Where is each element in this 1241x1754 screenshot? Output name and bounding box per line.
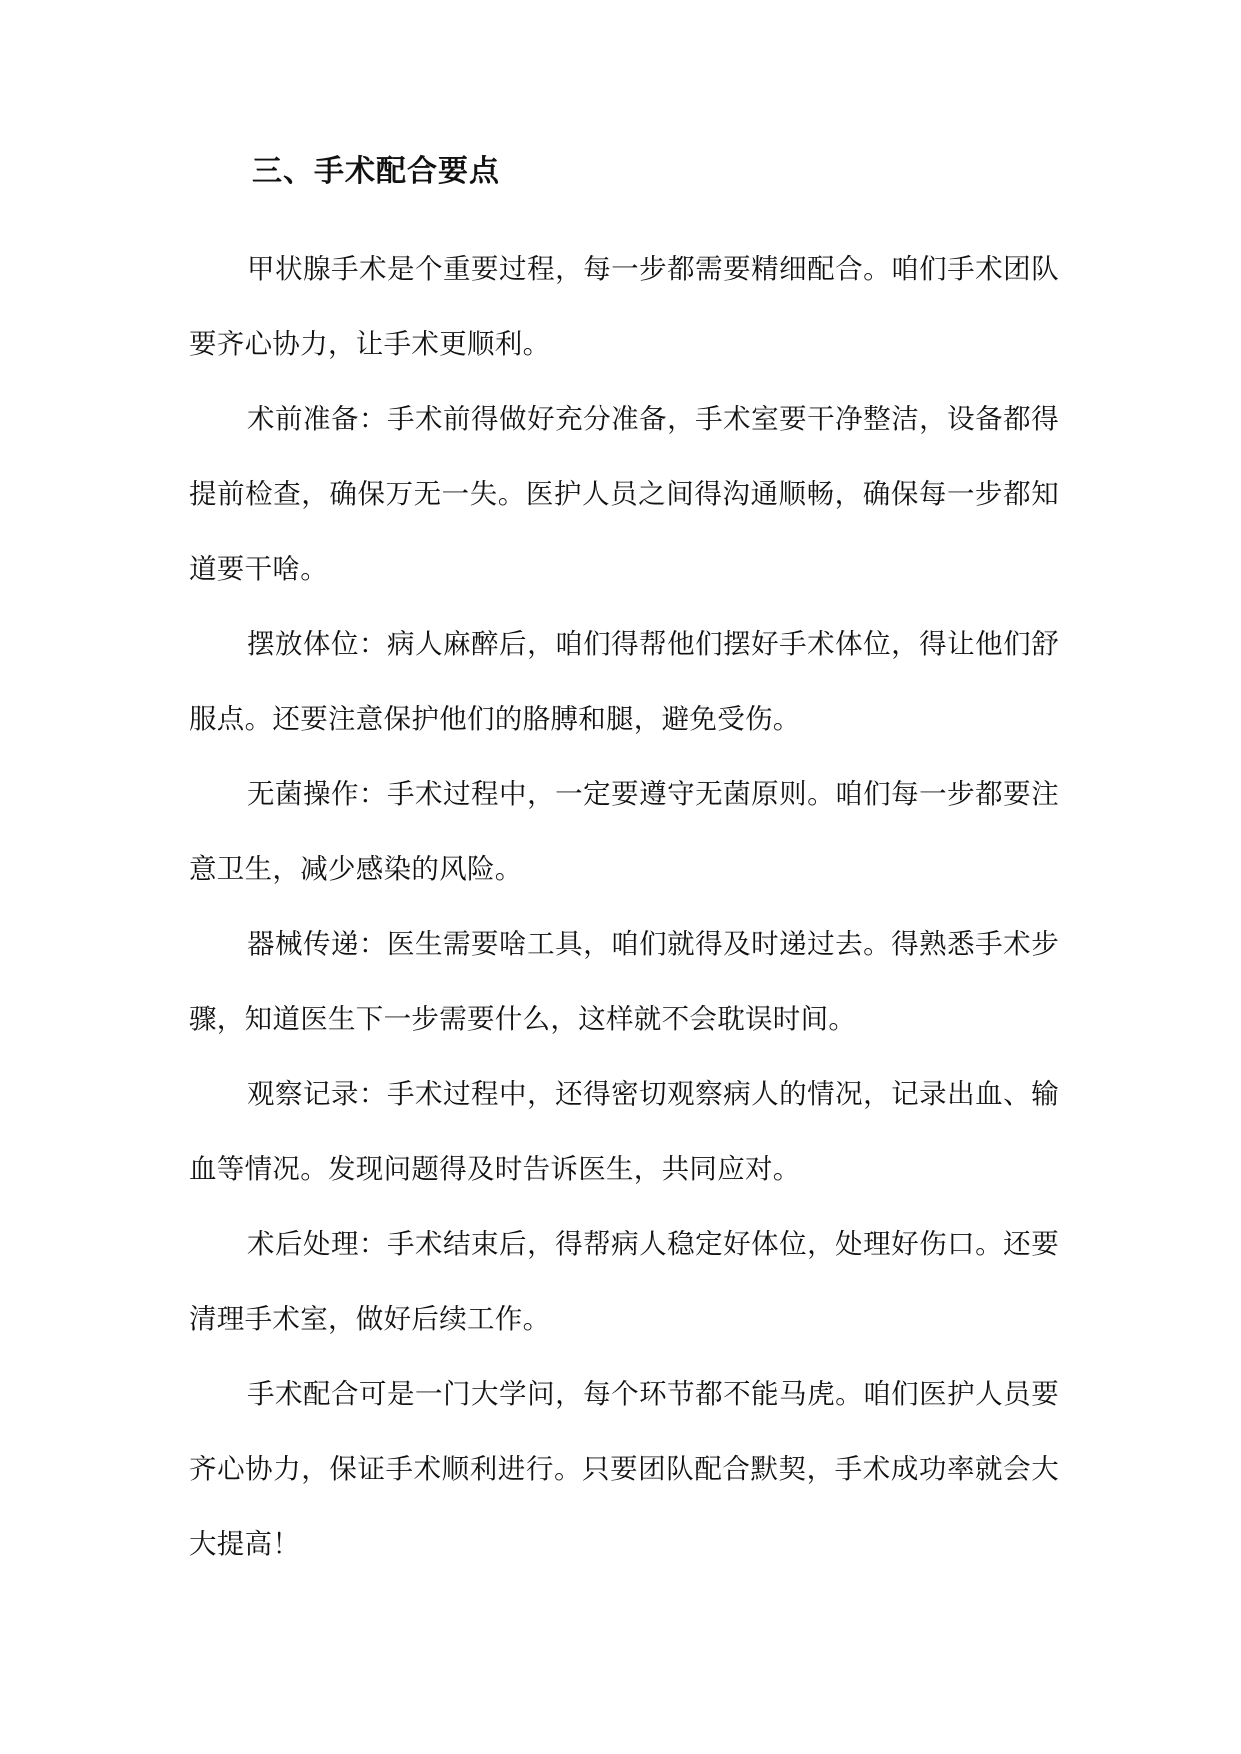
paragraph-observation-record: 观察记录：手术过程中，还得密切观察病人的情况，记录出血、输血等情况。发现问题得及时告诉医生，共同应对。 xyxy=(189,1078,1059,1185)
body-text xyxy=(189,232,1059,1582)
paragraph-preoperative-preparation: 术前准备：手术前得做好充分准备，手术室要干净整洁，设备都得提前检查，确保万无一失。医护人员之间得沟通顺畅，确保每一步都知道要干啥。 xyxy=(189,403,1059,585)
paragraph-aseptic-operation: 无菌操作：手术过程中，一定要遵守无菌原则。咱们每一步都要注意卫生，减少感染的风险。 xyxy=(189,778,1059,885)
paragraph-postoperative-handling: 术后处理：手术结束后，得帮病人稳定好体位，处理好伤口。还要清理手术室，做好后续工作。 xyxy=(189,1228,1059,1335)
paragraph-instrument-passing: 器械传递：医生需要啥工具，咱们就得及时递过去。得熟悉手术步骤，知道医生下一步需要什么，这样就不会耽误时间。 xyxy=(189,928,1059,1035)
paragraph-intro: 甲状腺手术是个重要过程，每一步都需要精细配合。咱们手术团队要齐心协力，让手术更顺利。 xyxy=(189,253,1059,360)
paragraph-positioning: 摆放体位：病人麻醉后，咱们得帮他们摆好手术体位，得让他们舒服点。还要注意保护他们的胳膊和腿，避免受伤。 xyxy=(189,628,1059,735)
paragraph-conclusion: 手术配合可是一门大学问，每个环节都不能马虎。咱们医护人员要齐心协力，保证手术顺利进行。只要团队配合默契，手术成功率就会大大提高！ xyxy=(189,1378,1059,1560)
section-heading: 三、手术配合要点 xyxy=(252,154,500,189)
